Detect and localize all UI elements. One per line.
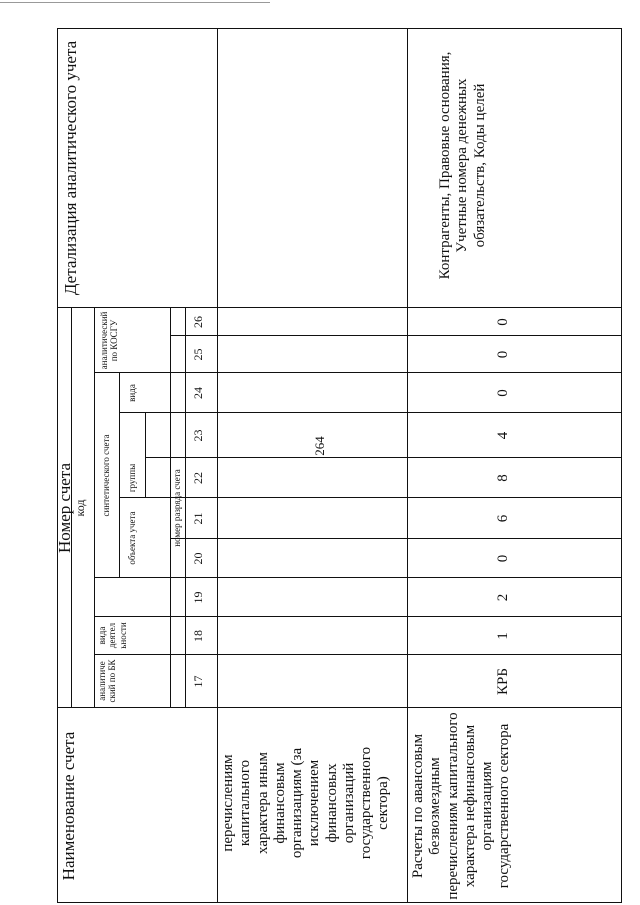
row2-detail: Контрагенты, Правовые основания, Учетные номера денежных обязательств, Коды целей bbox=[437, 51, 488, 280]
col-border-1 bbox=[57, 707, 622, 708]
name-column-header: Наименование счета bbox=[59, 731, 78, 881]
digit-26: 26 bbox=[191, 316, 205, 328]
hline-synthetic bbox=[119, 373, 120, 578]
row2-digit-22: 8 bbox=[495, 474, 511, 482]
vida-header: вида bbox=[127, 384, 137, 402]
row2-digit-17: КРБ bbox=[495, 668, 511, 695]
hline-digits bbox=[185, 308, 186, 708]
digit-18: 18 bbox=[191, 630, 205, 642]
digit-22: 22 bbox=[191, 472, 205, 484]
table-border-left bbox=[57, 902, 622, 903]
row2-digit-26: 0 bbox=[495, 318, 511, 326]
hline-groups bbox=[145, 413, 146, 498]
table-border-right bbox=[57, 28, 622, 29]
row2-account-name: Расчеты по авансовым безвозмездным перечислениям капитального характера нефинансовым организациям государственного сектора bbox=[410, 712, 513, 900]
row2-digit-20: 0 bbox=[495, 554, 511, 563]
vline-20-21 bbox=[170, 538, 622, 539]
account-number-header: Номер счета bbox=[55, 463, 74, 553]
vline-25-26 bbox=[170, 335, 622, 336]
digit-number-header: номер разряда счета bbox=[172, 469, 182, 547]
code-header: код bbox=[73, 499, 87, 517]
digit-20: 20 bbox=[191, 552, 205, 565]
hline-digit-caption bbox=[170, 308, 171, 708]
page-number: 264 bbox=[312, 436, 327, 456]
row2-digit-24: 0 bbox=[495, 389, 511, 397]
group-header: группы bbox=[127, 463, 137, 493]
digit-24: 24 bbox=[191, 387, 205, 399]
row-divider bbox=[407, 28, 408, 903]
digit-17: 17 bbox=[191, 675, 205, 688]
digit-21: 21 bbox=[191, 512, 205, 525]
col-border-2 bbox=[57, 307, 622, 308]
rotated-table bbox=[57, 28, 622, 903]
table-border-bottom bbox=[621, 28, 622, 903]
row2-digit-21: 6 bbox=[495, 514, 511, 523]
detail-header: Детализация аналитического учета bbox=[61, 40, 80, 296]
row2-digit-19: 2 bbox=[495, 593, 511, 602]
row2-digit-23: 4 bbox=[495, 431, 511, 440]
header-bottom-line bbox=[217, 28, 218, 903]
hline-code bbox=[94, 308, 95, 708]
digit-25: 25 bbox=[191, 348, 205, 361]
kosgu-header: аналитический по КОСГУ bbox=[99, 311, 120, 370]
row1-account-name: перечислениям капитального характера иным финансовым организациям (за исключением финансовых организаций государственного сектора) bbox=[220, 746, 392, 860]
row2-digit-25: 0 bbox=[495, 350, 511, 359]
row2-digit-18: 1 bbox=[495, 632, 511, 640]
object-header: объекта учета bbox=[127, 511, 137, 565]
digit-23: 23 bbox=[191, 429, 205, 442]
digit-19: 19 bbox=[191, 591, 205, 604]
vline-22-23 bbox=[145, 457, 622, 458]
top-rule bbox=[0, 2, 270, 3]
activity-type-header: вида деятел ьности bbox=[97, 622, 128, 649]
synthetic-header: синтетического счета bbox=[101, 434, 111, 517]
analytic-bk-header: аналитиче ский по БК bbox=[97, 659, 118, 703]
